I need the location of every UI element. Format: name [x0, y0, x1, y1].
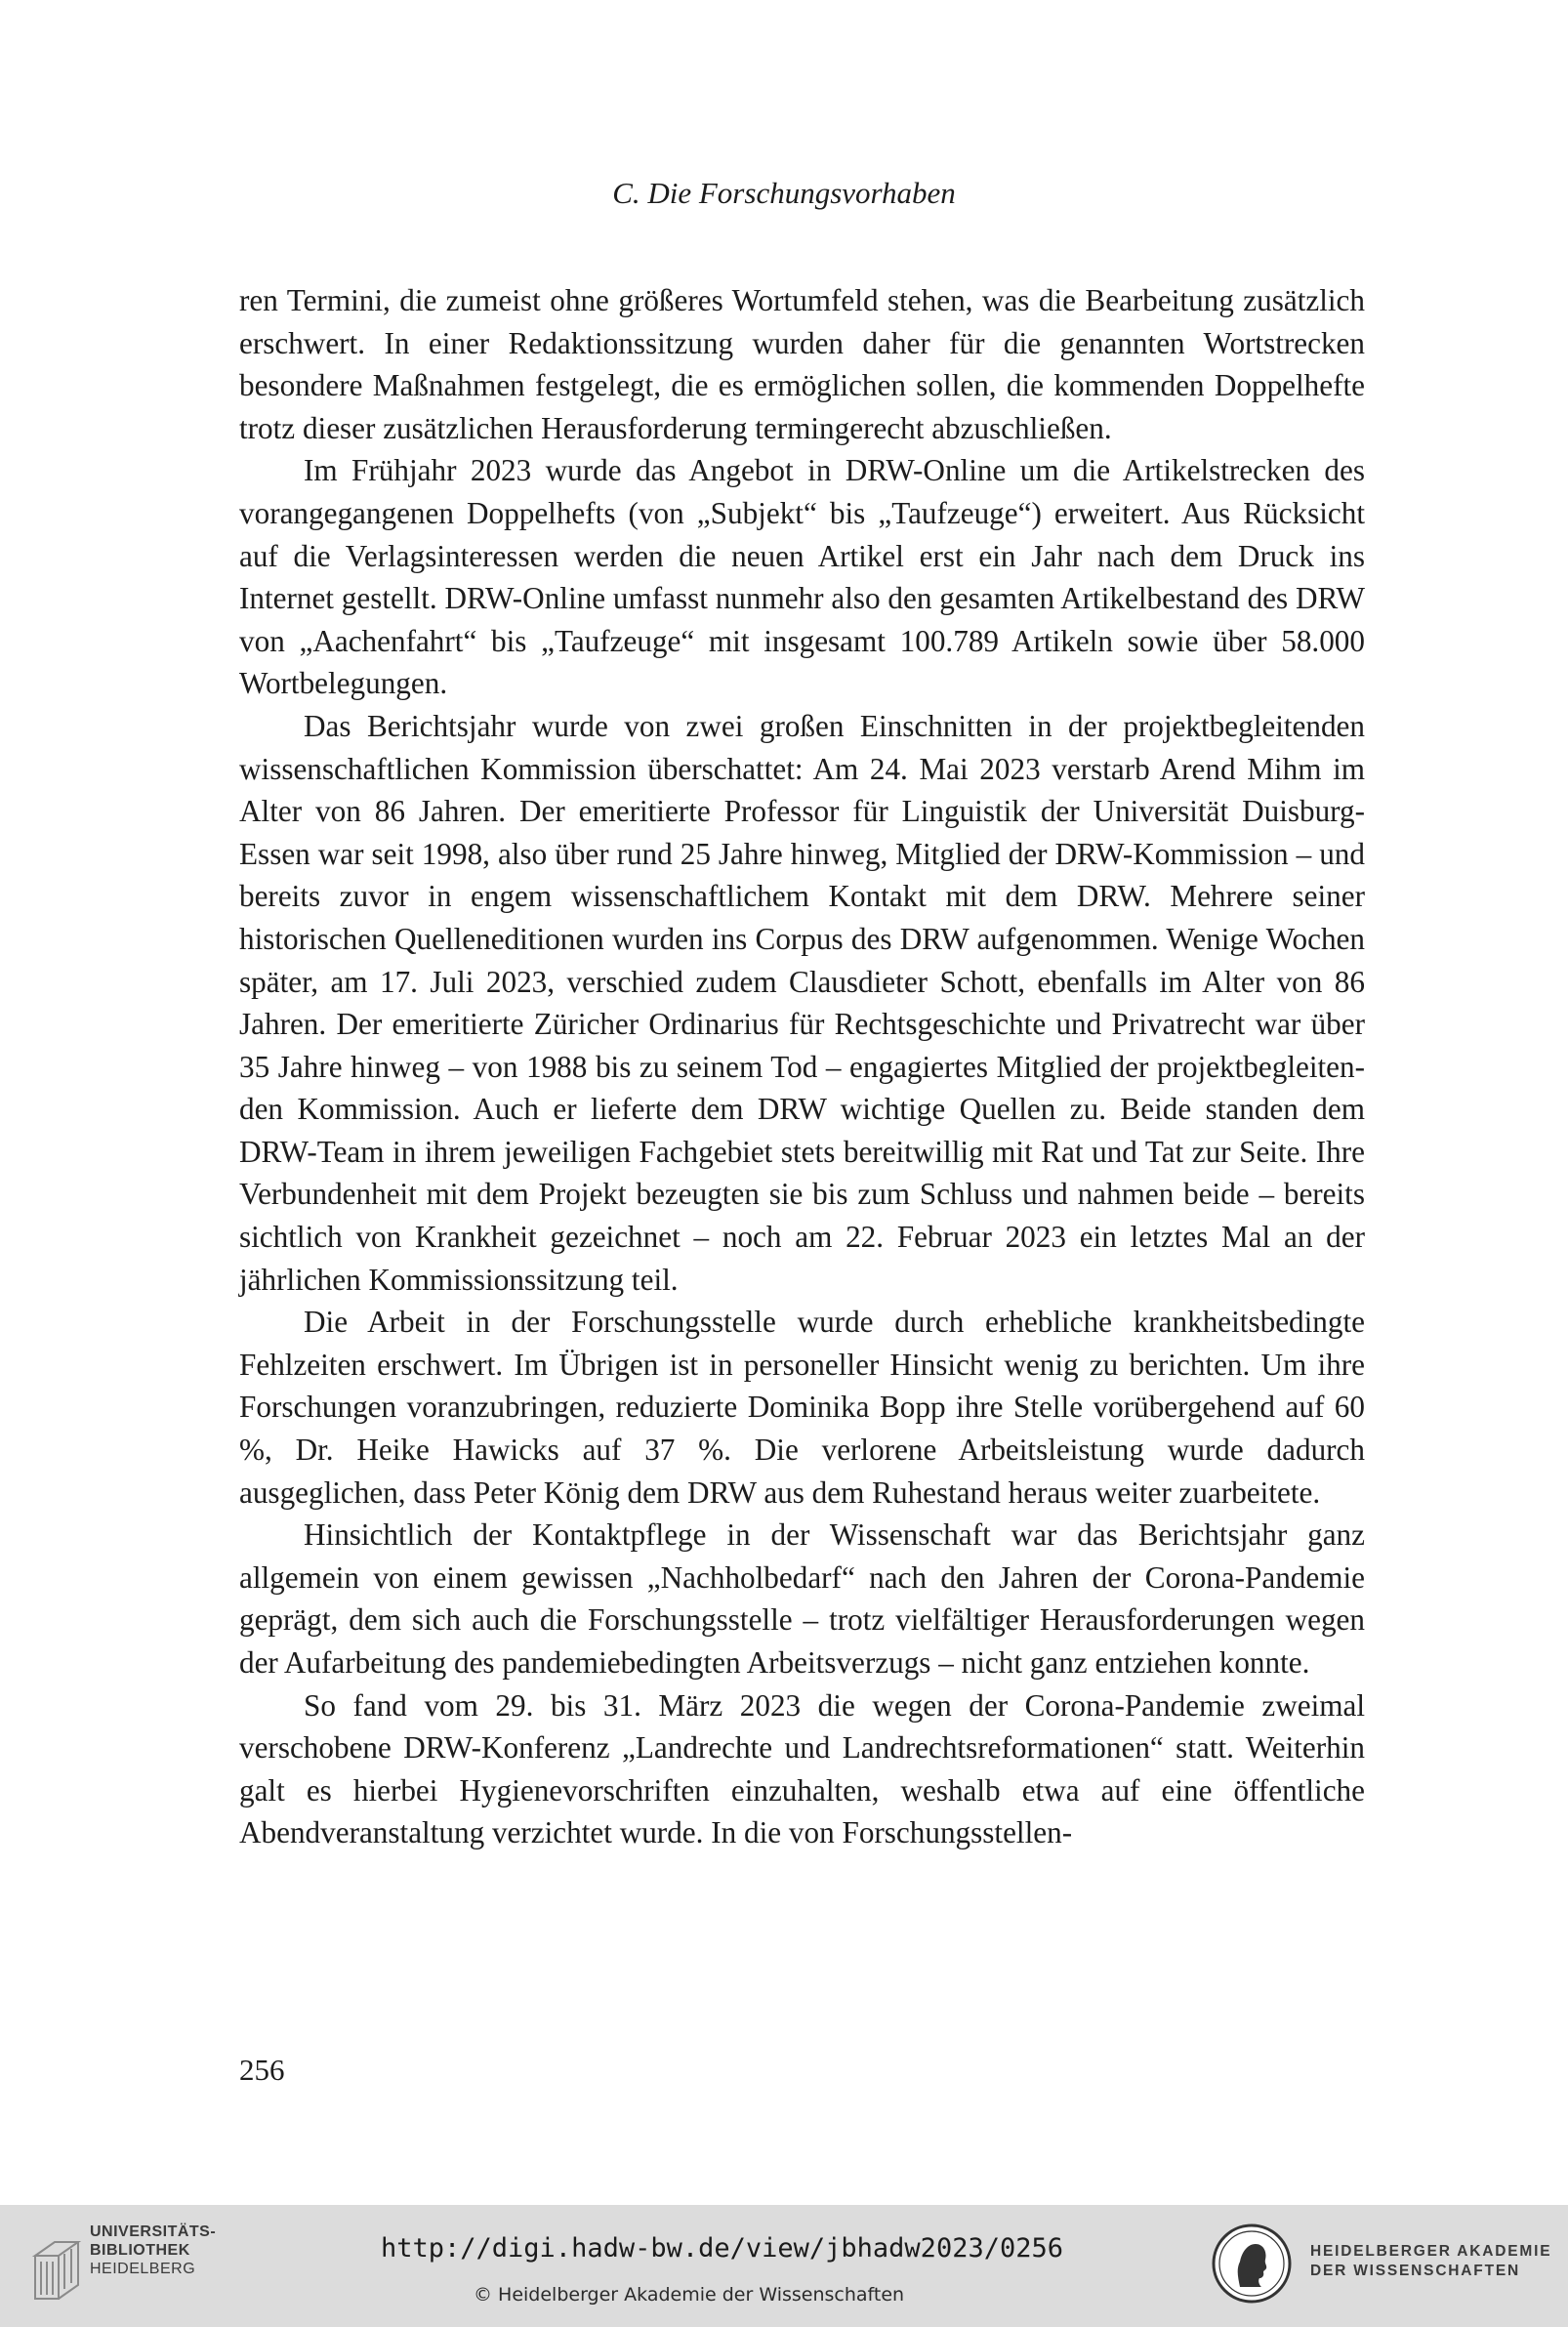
academy-name	[1310, 2242, 1551, 2281]
paragraph: ren Termini, die zumeist ohne größeres Wortumfeld stehen, was die Bearbeitung zusätzlich erschwert. In einer Redaktionssitzung wurden daher für die genannten Wortstrecken besondere Maßnahmen festgelegt, die es ermöglichen sollen, die kommenden Doppelhefte trotz dieser zusätzlichen Herausforderung termingerecht abzuschließen.	[239, 283, 1365, 445]
running-head: C. Die Forschungsvorhaben	[612, 176, 956, 210]
academy-name-line: HEIDELBERGER AKADEMIE	[1310, 2243, 1552, 2260]
library-name	[90, 2223, 216, 2278]
academy-name-line: DER WISSENSCHAFTEN	[1310, 2263, 1520, 2279]
paragraph: So fand vom 29. bis 31. März 2023 die wegen der Corona-Pandemie zweimal verschobene DRW-Konferenz „Landrechte und Landrechtsreformationen“ statt. Weiterhin galt es hierbei Hygienevorschriften einzuhalten, weshalb etwa auf eine öffentliche Abendveranstaltung verzichtet wurde. In die von Forschungsstellen-	[239, 1687, 1365, 1850]
footer-copyright: © Heidelberger Akademie der Wissenschaften	[474, 2284, 905, 2306]
library-name-line: UNIVERSITÄTS-	[90, 2223, 217, 2240]
footer-url-link[interactable]: http://digi.hadw-bw.de/view/jbhadw2023/0256	[381, 2233, 1063, 2264]
body-text	[239, 279, 1365, 1854]
footer-bar	[0, 2205, 1568, 2327]
library-name-line: BIBLIOTHEK	[90, 2242, 190, 2259]
paragraph: Hinsichtlich der Kontaktpflege in der Wissenschaft war das Berichtsjahr ganz allgemein von einem gewissen „Nachholbedarf“ nach den Jahren der Corona-Pandemie geprägt, dem sich auch die Forschungsstelle – trotz vielfältiger Herausforderungen wegen der Aufarbeitung des pandemiebedingten Arbeitsverzugs – nicht ganz entziehen konnte.	[239, 1517, 1365, 1680]
paragraph: Im Frühjahr 2023 wurde das Angebot in DRW-Online um die Artikelstrecken des vorangegangenen Doppelhefts (von „Subjekt“ bis „Taufzeuge“) erweitert. Aus Rücksicht auf die Verlagsinteressen werden die neuen Artikel erst ein Jahr nach dem Druck ins Internet gestellt. DRW-Online umfasst nunmehr also den gesamten Artikelbestand des DRW von „Aachenfahrt“ bis „Taufzeuge“ mit insgesamt 100.789 Artikeln sowie über 58.000 Wortbelegungen.	[239, 453, 1365, 701]
paragraph: Das Berichtsjahr wurde von zwei großen Einschnitten in der projektbegleitenden wissenschaftlichen Kommission überschattet: Am 24. Mai 2023 verstarb Arend Mihm im Alter von 86 Jahren. Der emeritierte Professor für Linguistik der Universität Duisburg-Essen war seit 1998, also über rund 25 Jahre hinweg, Mitglied der DRW-Kommission – und bereits zuvor in engem wissenschaftlichem Kontakt mit dem DRW. Mehrere seiner historischen Quelleneditionen wurden ins Corpus des DRW aufgenommen. Wenige Wochen später, am 17. Juli 2023, verschied zudem Clausdieter Schott, ebenfalls im Alter von 86 Jahren. Der emeritierte Züricher Ordinarius für Rechtsgeschichte und Privatrecht war über 35 Jahre hinweg – von 1988 bis zu seinem Tod – engagiertes Mitglied der projektbegleitenden Kommission. Auch er lieferte dem DRW wichtige Quellen zu. Beide standen dem DRW-Team in ihrem jeweiligen Fachgebiet stets bereitwillig mit Rat und Tat zur Seite. Ihre Verbundenheit mit dem Projekt bezeugten sie bis zum Schluss und nahmen beide – bereits sichtlich von Krankheit gezeichnet – noch am 22. Februar 2023 ein letztes Mal an der jährlichen Kommissionssitzung teil.	[239, 708, 1365, 1297]
library-name-line: HEIDELBERG	[90, 2261, 196, 2277]
academy-seal-icon	[1211, 2223, 1293, 2305]
paragraph: Die Arbeit in der Forschungsstelle wurde durch erhebliche krankheitsbedingte Fehlzeiten erschwert. Im Übrigen ist in personeller Hinsicht wenig zu berichten. Um ihre Forschungen voranzubringen, reduzierte Dominika Bopp ihre Stelle vorübergehend auf 60 %, Dr. Heike Hawicks auf 37 %. Die verlorene Arbeitsleistung wurde dadurch ausgeglichen, dass Peter König dem DRW aus dem Ruhestand heraus weiter zuarbeitete.	[239, 1305, 1365, 1510]
page-number: 256	[239, 2053, 285, 2087]
